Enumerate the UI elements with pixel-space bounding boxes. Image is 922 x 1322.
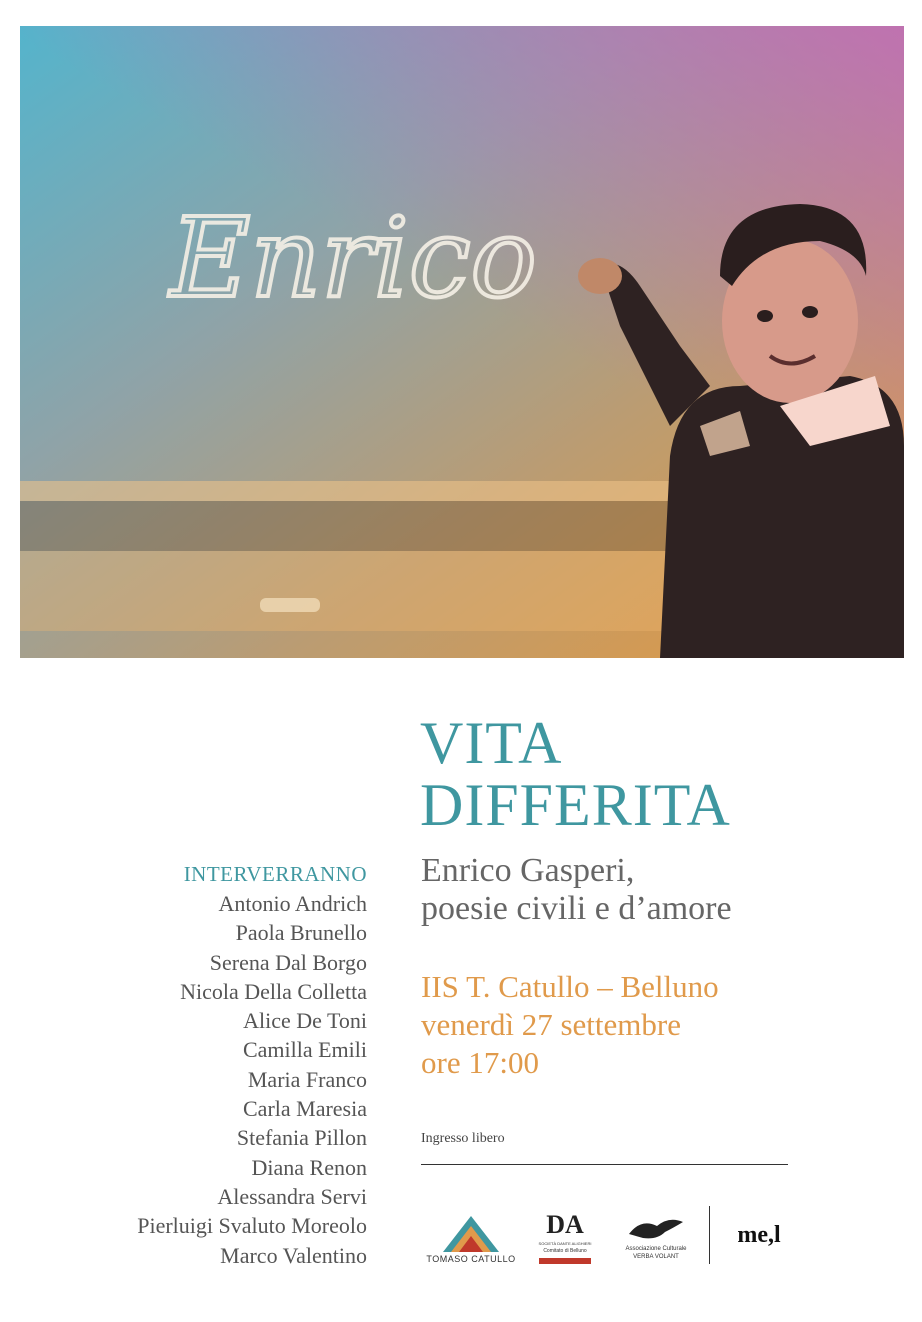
speakers-header: INTERVERRANNO bbox=[183, 862, 367, 886]
event-title bbox=[420, 712, 880, 836]
speaker-name: Serena Dal Borgo bbox=[209, 949, 367, 975]
speaker-name: Antonio Andrich bbox=[218, 891, 367, 916]
event-date: venerdì 27 settembre bbox=[421, 1007, 681, 1042]
catullo-label: TOMASO CATULLO bbox=[426, 1254, 516, 1264]
entry-note: Ingresso libero bbox=[421, 1131, 505, 1146]
dante-logo bbox=[537, 1210, 593, 1270]
mel-logo bbox=[727, 1222, 791, 1252]
speaker-name: Marco Valentino bbox=[220, 1242, 367, 1268]
speaker-name: Carla Maresia bbox=[243, 1096, 367, 1122]
hero-photo bbox=[20, 26, 904, 658]
speaker-name: Paola Brunello bbox=[235, 920, 367, 946]
speaker-name: Camilla Emili bbox=[242, 1037, 367, 1063]
chalk-text: Enrico bbox=[170, 194, 537, 322]
title-line-2: DIFFERITA bbox=[420, 772, 731, 838]
speaker-name: Alessandra Servi bbox=[217, 1183, 367, 1209]
verba-line-1: Associazione Culturale bbox=[625, 1246, 687, 1252]
speaker-name: Pierluigi Svaluto Moreolo bbox=[137, 1213, 367, 1239]
verba-volant-logo bbox=[621, 1212, 691, 1268]
speaker-name: Nicola Della Colletta bbox=[180, 978, 367, 1004]
photo-illustration bbox=[20, 26, 904, 658]
mel-label: me,l bbox=[737, 1222, 781, 1248]
sponsor-logos bbox=[421, 1200, 791, 1270]
title-line-1: VITA bbox=[420, 710, 563, 776]
speaker-name: Maria Franco bbox=[247, 1066, 367, 1092]
event-venue: IIS T. Catullo – Belluno bbox=[421, 969, 719, 1004]
dante-bar bbox=[539, 1258, 591, 1264]
catullo-triangle-icon bbox=[423, 1212, 519, 1254]
subtitle-line-2: poesie civili e d’amore bbox=[421, 890, 732, 927]
bird-icon bbox=[621, 1212, 691, 1244]
speakers-list bbox=[67, 860, 367, 1270]
dante-name: SOCIETÀ DANTE ALIGHIERI bbox=[538, 1241, 592, 1246]
event-details bbox=[421, 968, 881, 1082]
catullo-logo bbox=[423, 1212, 519, 1268]
dante-sub: Comitato di Belluno bbox=[543, 1248, 587, 1254]
verba-line-2: VERBA VOLANT bbox=[633, 1254, 679, 1260]
speaker-name: Diana Renon bbox=[251, 1154, 367, 1180]
logo-divider bbox=[709, 1206, 710, 1264]
divider bbox=[421, 1164, 788, 1165]
speaker-name: Alice De Toni bbox=[243, 1008, 367, 1034]
event-time: ore 17:00 bbox=[421, 1045, 539, 1080]
event-subtitle bbox=[421, 852, 881, 928]
dante-mark: DA bbox=[546, 1210, 584, 1239]
subtitle-line-1: Enrico Gasperi, bbox=[421, 852, 635, 889]
speaker-name: Stefania Pillon bbox=[236, 1125, 367, 1151]
